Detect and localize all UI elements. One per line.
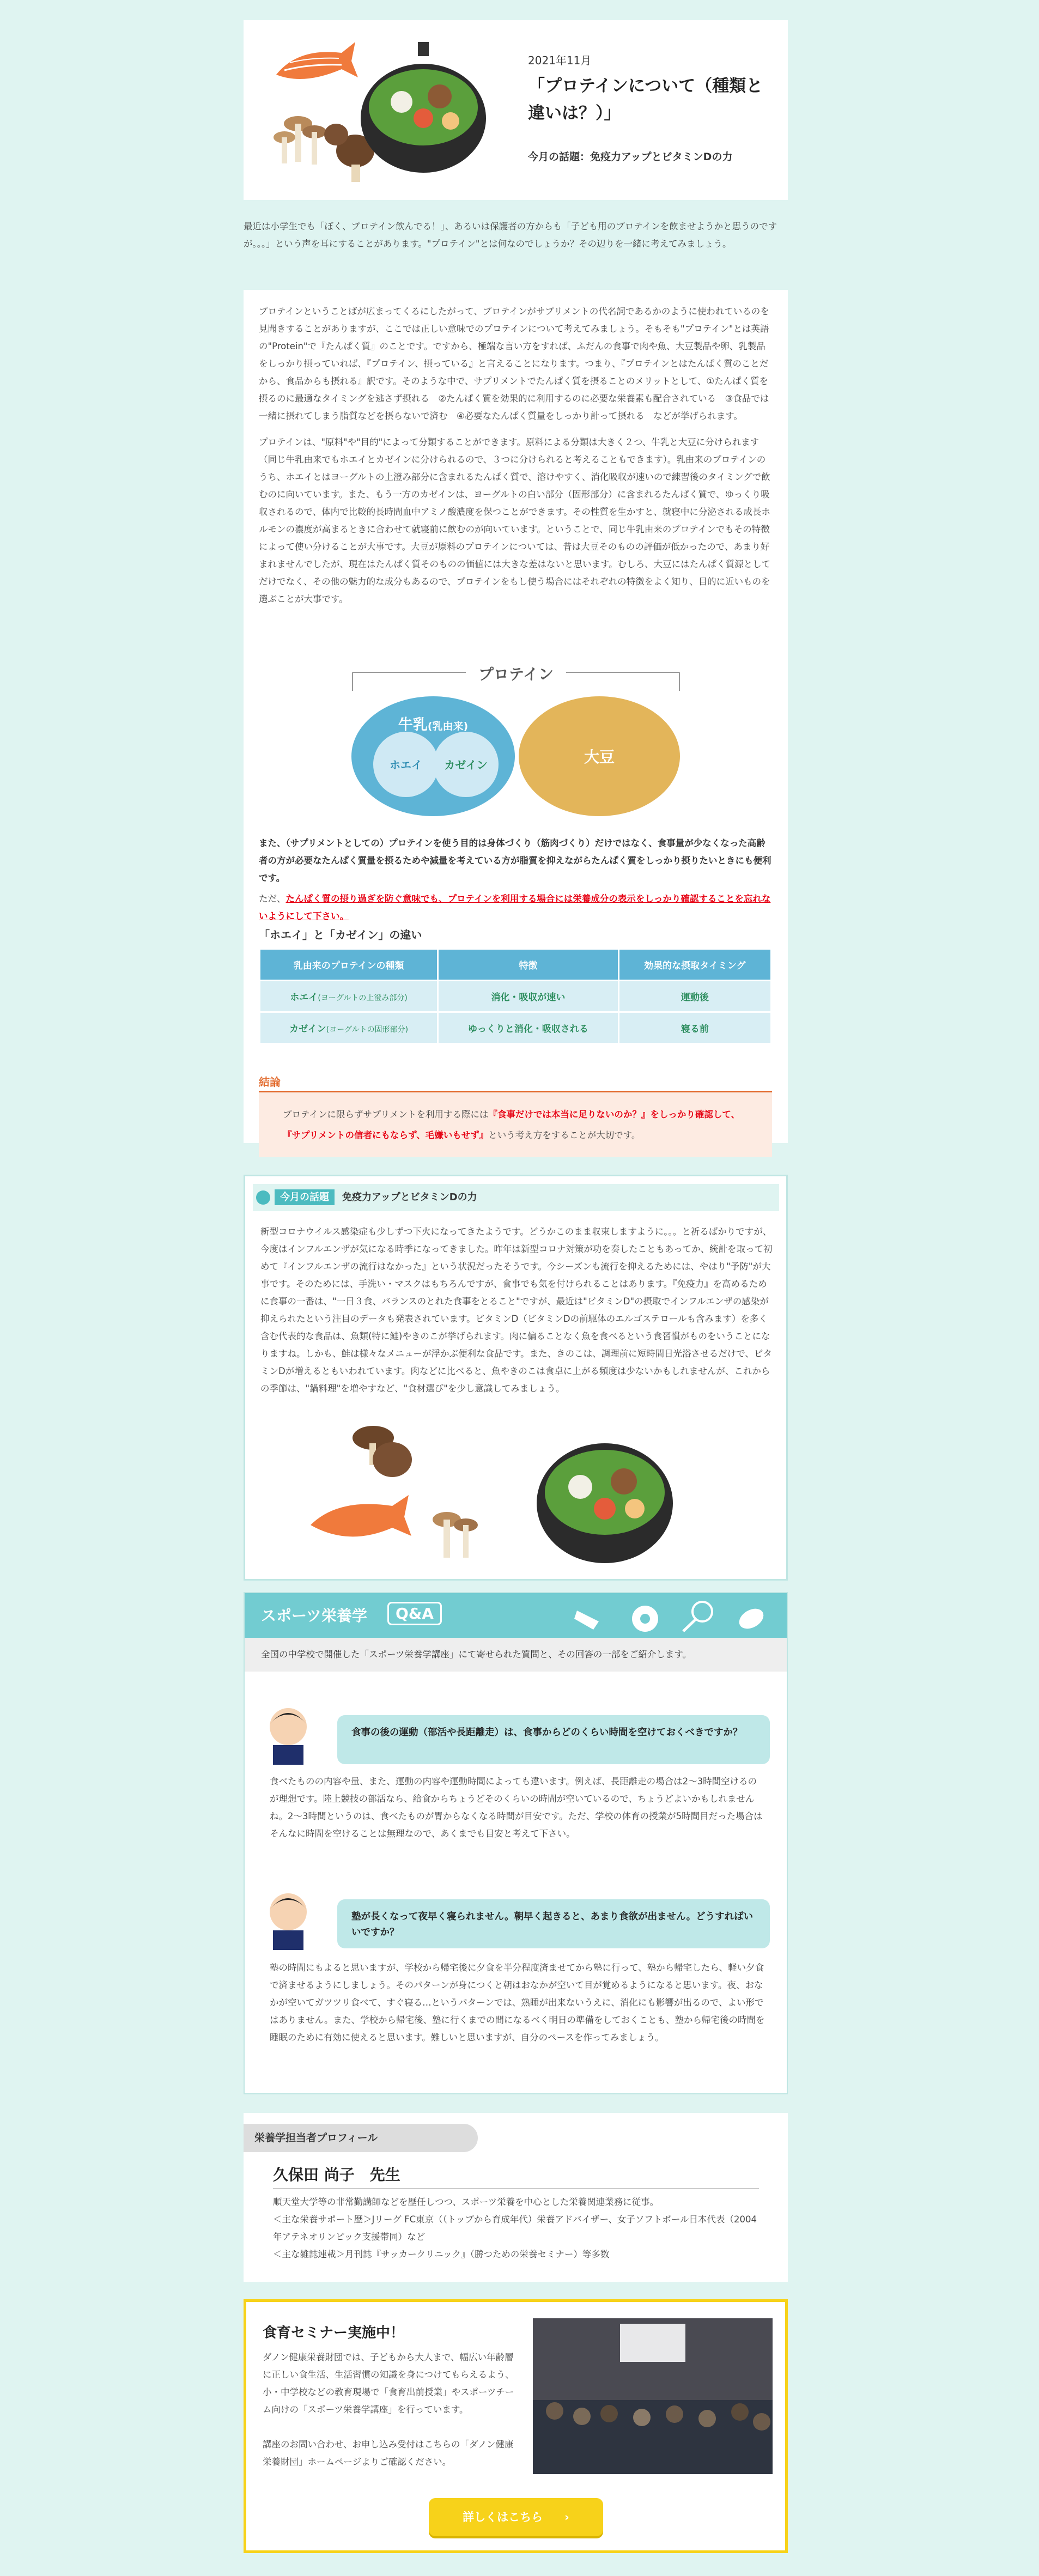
profile-line: 順天堂大学等の非常勤講師などを歴任しつつ、スポーツ栄養を中心とした栄養関連業務に従事。 — [273, 2197, 659, 2207]
conclusion-text-a: プロテインに限らずサプリメントを利用する際には — [283, 1109, 489, 1120]
profile-line: ＜主な栄養サポート歴＞Jリーグ FC東京（（トップから育成年代）栄養アドバイザー、女子ソフトボール日本代表（2004年アテネオリンピック支援帯同）など — [273, 2214, 757, 2242]
profile-card — [244, 2113, 788, 2282]
conclusion-title: 結論 — [259, 1076, 281, 1089]
seminar-title: 食育セミナー実施中！ — [263, 2325, 405, 2341]
profile-line: ＜主な雑誌連載＞月刊誌『サッカークリニック』（勝つための栄養セミナー）等多数 — [273, 2249, 610, 2259]
diagram-casein-label: カゼイン — [444, 758, 488, 771]
answer-2: 塾の時間にもよると思いますが、学校から帰宅後に夕食を半分程度済ませてから塾に行って、塾から帰宅したら、軽い夕食で済ませるようにしましょう。そのパターンが身につくと朝はおなかが空いて目が覚めるようになると思います。夜、おなかが空いてガツツリ食べて、すぐ寝る…というパターンでは、熟睡が出来ないうえに、消化にも影響が出るので、よい形ではありません。また、学校から帰宅後、塾に行くまでの間になるべく明日の準備をしておくことも、塾から帰宅後の時間を睡眠のために有効に使えると思います。難しいと思いますが、自分のペースを作ってみましょう。 — [270, 1963, 765, 2043]
hero-card — [244, 20, 788, 200]
sports-qa-card — [244, 1592, 788, 2094]
sports-header — [245, 1593, 787, 1638]
table-cell-type-sub: (ヨーグルトの固形部分) — [326, 1025, 409, 1034]
protein-paragraph-2: プロテインは、"原料"や"目的"によって分類することができます。原料による分類は大きく２つ、牛乳と大豆に分けられます（同じ牛乳由来でもホエイとカゼインに分けられるので、３つに分けられると考えることもできます）。乳由来のプロテインのうち、ホエイとはヨーグルトの上澄み部分に含まれるたんぱく質で、溶けやすく、消化吸収が速いので練習後のタイミングで飲むのに向いています。また、もう一方のカゼインは、ヨーグルトの白い部分（固形部分）に含まれるたんぱく質で、ゆっくり吸収されるので、体内で比較的長時間血中アミノ酸濃度を保つことができます。その性質を生かすと、就寝中に分泌される成長ホルモンの濃度が高まるときに合わせて就寝前に飲むのが向いています。ということで、同じ牛乳由来のプロテインでもその特徴によって使い分けることが大事です。大豆が原料のプロテインについては、昔は大豆そのものの評価が低かったので、あまり好まれませんでしたが、現在はたんぱく質そのものの価値には大きな差はないと思います。むしろ、大豆にはたんぱく質源としてだけでなく、その他の魅力的な成分もあるので、プロテインをもし使う場合にはそれぞれの特徴をよく知り、目的に近いものを選ぶことが大事です。 — [259, 437, 771, 604]
table-cell-type: ホエイ — [290, 992, 318, 1003]
question-1: 食事の後の運動（部活や長距離走）は、食事からどのくらい時間を空けておくべきですか？ — [337, 1715, 770, 1764]
student-avatar-icon — [266, 1890, 310, 1950]
profile-heading: 栄養学担当者プロフィール — [244, 2124, 478, 2152]
table-cell-timing: 寝る前 — [618, 1012, 771, 1044]
page-title: 「プロテインについて（種類と違いは？）」 — [528, 76, 763, 123]
table-cell-feature: ゆっくりと消化・吸収される — [438, 1012, 618, 1044]
protein-diagram — [351, 658, 680, 825]
conclusion-text-d: という考え方をすることが大切です。 — [488, 1130, 641, 1140]
topic-header — [253, 1184, 779, 1211]
seminar-photo — [533, 2318, 773, 2474]
seminar-body-2: 講座のお問い合わせ、お申し込み受付はこちらの「ダノン健康栄養財団」ホームページよりご確認ください。 — [263, 2439, 514, 2467]
table-header: 乳由来のプロテインの種類 — [260, 949, 438, 981]
intro-text: 最近は小学生でも「ぼく、プロテイン飲んでる！」、あるいは保護者の方からも「子ども用のプロテインを飲ませようかと思うのですが。。。」という声を耳にすることがあります。"プロテイン"とは何なのでしょうか？その辺りを一緒に考えてみましょう。 — [244, 221, 777, 249]
table-cell-timing: 運動後 — [618, 981, 771, 1012]
answer-1: 食べたものの内容や量、また、運動の内容や運動時間によっても違います。例えば、長距離走の場合は2～3時間空けるのが理想です。陸上競技の部活なら、給食からちょうどそのくらいの時間が空いているので、ちょうどよいかもしれませんね。2～3時間というのは、食べたものが胃からなくなる時間が目安です。ただ、学校の体育の授業が5時間目だった場合はそんなに時間を空けることは無理なので、あくまでも目安と考えて下さい。 — [270, 1776, 763, 1839]
table-title: 「ホエイ」と「カゼイン」の違い — [259, 928, 422, 941]
topic-label: 今月の話題 — [275, 1189, 335, 1205]
table-row — [260, 981, 771, 1012]
details-button[interactable] — [429, 2498, 603, 2536]
protein-paragraph-3: また、（サプリメントとしての）プロテインを使う目的は身体づくり（筋肉づくり）だけではなく、食事量が少なくなった高齢者の方が必要なたんぱく質量を摂るためや減量を考えている方が脂質を抑えながらたんぱく質をしっかり摂りたいときにも便利です。 — [259, 838, 771, 883]
diagram-title: プロテイン — [478, 665, 554, 683]
protein-article — [244, 290, 788, 1143]
table-cell-type-sub: (ヨーグルトの上澄み部分) — [318, 994, 408, 1003]
speech-bubble-icon — [256, 1190, 270, 1205]
protein-paragraph-1: プロテインということばが広まってくるにしたがって、プロテインがサプリメントの代名詞であるかのように使われているのを見聞きすることがありますが、ここでは正しい意味でのプロテインについて考えてみましょう。そもそも"プロテイン"とは英語の"Protein"で『たんぱく質』のことです。ですから、極端な言い方をすれば、ふだんの食事で肉や魚、大豆製品や卵、乳製品をしっかり摂っていれば、『プロテイン、摂っている』と言えることになります。つまり、『プロテインとはたんぱく質のことだから、食品からも摂れる』訳です。そのような中で、サプリメントでたんぱく質を摂ることのメリットとして、①たんぱく質を摂るのに最適なタイミングを逃さず摂れる ②たんぱく質を効果的に利用するのに必要な栄養素も配合されている ③食品では一緒に摂れてしまう脂質などを摂らないで済む ④必要なたんぱく質量をしっかり計って摂れる などが挙げられます。 — [259, 306, 769, 421]
page-subtitle: 今月の話題：免疫力アップとビタミンDの力 — [528, 151, 733, 163]
topic-body: 新型コロナウイルス感染症も少しずつ下火になってきたようです。どうかこのまま収束しますように。。。と祈るばかりですが、今度はインフルエンザが気になる時季になってきました。昨年は新型コロナ対策が功を奏したこともあってか、統計を取って初めて『インフルエンザの流行はなかった』という状況だったそうです。今シーズンも流行を抑えるためには、やはり"予防"が大事です。そのためには、手洗い・マスクはもちろんですが、食事でも気を付けられることはあります。『免疫力』を高めるために食事の一番は、"一日３食、バランスのとれた食事をとること"ですが、最近は"ビタミンD"の摂取でインフルエンザの感染が抑えられたという注目のデータも発表されています。ビタミンD（ビタミンDの前駆体のエルゴステロールも含みます）を多く含む代表的な食品は、魚類(特に鮭)やきのこが挙げられます。肉に偏ることなく魚を食べるという食習慣がものをいうことになりますね。しかも、鮭は様々なメニューが浮かぶ便利な食品です。また、きのこは、調理前に短時間日光浴させるだけで、ビタミンDが増えるともいわれています。肉などに比べると、魚やきのこは食卓に上がる頻度は少ないかもしれませんが、これからの季節は、"鍋料理"を増やすなど、"食材選び"を少し意識してみましょう。 — [260, 1226, 773, 1394]
seminar-card — [244, 2299, 788, 2553]
topic-title: 免疫力アップとビタミンDの力 — [342, 1192, 477, 1203]
table-cell-feature: 消化・吸収が速い — [438, 981, 618, 1012]
food-illustration-icon — [260, 31, 489, 189]
issue-date: 2021年11月 — [528, 54, 592, 67]
student-avatar-icon — [266, 1705, 310, 1765]
question-2: 塾が長くなって夜早く寝られません。朝早く起きると、あまり食欲が出ません。どうすればいいですか？ — [337, 1899, 770, 1948]
table-cell-type: カゼイン — [289, 1024, 326, 1035]
conclusion-box — [259, 1091, 772, 1157]
protein-warning: たんぱく質の摂り過ぎを防ぐ意味でも、プロテインを利用する場合には栄養成分の表示をしっかり確認することを忘れないようにして下さい。 — [259, 894, 771, 921]
diagram-whey-label: ホエイ — [390, 758, 422, 771]
qa-badge: Q&A — [387, 1602, 442, 1625]
diagram-soy-label: 大豆 — [584, 748, 615, 766]
table-row — [260, 1012, 771, 1044]
details-button-label: 詳しくはこちら — [463, 2511, 543, 2524]
whey-casein-table — [259, 948, 772, 1044]
diagram-milk-sub: (乳由来) — [427, 720, 469, 732]
conclusion-text-b: 『食事だけでは本当に足りないのか？』をしっかり確認して、 — [488, 1109, 740, 1120]
protein-paragraph-4-lead: ただ、 — [259, 894, 286, 904]
table-header: 効果的な摂取タイミング — [618, 949, 771, 981]
sports-title: スポーツ栄養学 — [261, 1607, 367, 1625]
monthly-topic-card — [244, 1175, 788, 1581]
sports-intro: 全国の中学校で開催した「スポーツ栄養学講座」にて寄せられた質問と、その回答の一部をご紹介します。 — [245, 1638, 787, 1672]
chevron-right-icon: › — [564, 2511, 569, 2524]
diagram-milk-label: 牛乳 — [398, 716, 428, 733]
salmon-mushroom-nabe-icon — [311, 1416, 725, 1574]
sports-equipment-icon — [572, 1600, 779, 1632]
conclusion-text-c: 『サプリメントの信者にもならず、毛嫌いもせず』 — [283, 1130, 489, 1140]
profile-name: 久保田 尚子 先生 — [273, 2163, 759, 2189]
table-header: 特徴 — [438, 949, 618, 981]
seminar-body-1: ダノン健康栄養財団では、子どもから大人まで、幅広い年齢層に正しい食生活、生活習慣の知識を身につけてもらえるよう、小・中学校などの教育現場で「食育出前授業」やスポーツチーム向けの「スポーツ栄養学講座」を行っています。 — [263, 2352, 514, 2415]
